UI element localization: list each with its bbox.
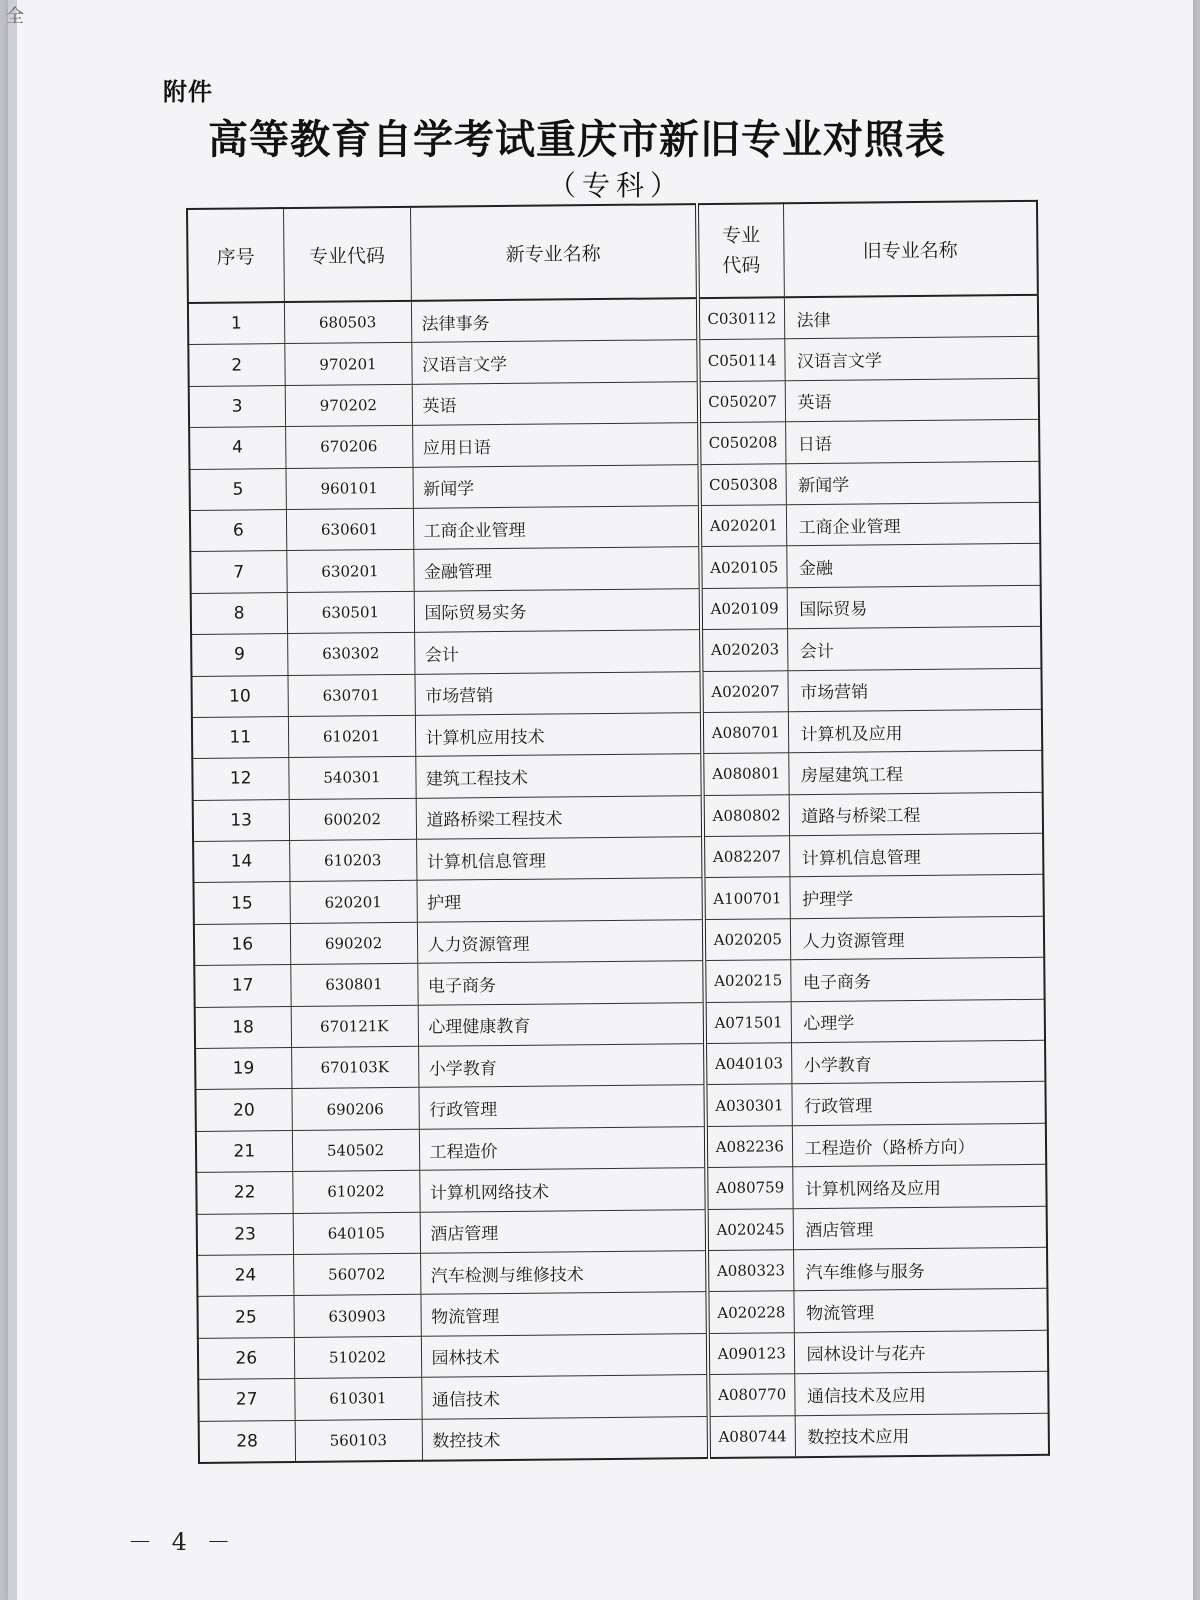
attachment-label: 附件 xyxy=(163,78,213,106)
old-major-code: C050208 xyxy=(699,422,785,464)
new-major-name: 新闻学 xyxy=(412,464,699,508)
new-major-name: 法律事务 xyxy=(411,298,698,343)
new-major-code: 610301 xyxy=(294,1377,421,1420)
old-major-code: A020207 xyxy=(701,670,787,712)
new-major-code: 620201 xyxy=(289,881,416,924)
old-major-code: A082207 xyxy=(703,836,789,878)
row-index: 27 xyxy=(198,1379,294,1421)
old-major-name: 汉语言文学 xyxy=(784,337,1038,381)
new-major-name: 市场营销 xyxy=(414,671,701,715)
table-body xyxy=(188,295,1049,1463)
row-index: 24 xyxy=(197,1255,293,1297)
new-major-code: 630201 xyxy=(286,550,413,593)
new-major-code: 630801 xyxy=(290,964,417,1007)
new-major-name: 小学教育 xyxy=(418,1044,705,1088)
new-major-name: 数控技术 xyxy=(422,1416,709,1461)
row-index: 2 xyxy=(188,344,284,386)
old-major-name: 通信技术及应用 xyxy=(794,1371,1048,1415)
row-index: 8 xyxy=(191,592,287,634)
old-major-code: C050114 xyxy=(698,339,784,381)
new-major-code: 600202 xyxy=(289,798,416,841)
table-row xyxy=(199,1413,1049,1463)
old-major-name: 数控技术应用 xyxy=(795,1413,1049,1457)
old-major-name: 会计 xyxy=(787,626,1041,670)
old-major-name: 英语 xyxy=(785,378,1039,422)
new-major-code: 640105 xyxy=(293,1212,420,1255)
major-comparison-table xyxy=(186,200,1050,1464)
new-major-code: 610202 xyxy=(292,1171,419,1214)
old-major-code: A020105 xyxy=(700,546,786,588)
old-major-code: A071501 xyxy=(705,1001,791,1043)
old-major-name: 工程造价（路桥方向） xyxy=(792,1123,1046,1167)
old-major-name: 行政管理 xyxy=(791,1082,1045,1126)
old-major-code: A020203 xyxy=(701,629,787,671)
old-major-name: 物流管理 xyxy=(793,1289,1047,1333)
row-index: 5 xyxy=(190,468,286,510)
row-index: 22 xyxy=(196,1172,292,1214)
adjacent-page-edge xyxy=(6,0,24,1600)
new-major-code: 630701 xyxy=(287,674,414,717)
new-major-name: 金融管理 xyxy=(413,547,700,591)
row-index: 28 xyxy=(199,1420,295,1463)
old-major-name: 酒店管理 xyxy=(793,1206,1047,1250)
old-major-code: A020201 xyxy=(700,505,786,547)
new-major-code: 540502 xyxy=(292,1129,419,1172)
new-major-name: 国际贸易实务 xyxy=(414,588,701,632)
old-major-name: 护理学 xyxy=(789,875,1043,919)
old-major-name: 工商企业管理 xyxy=(786,502,1040,546)
new-major-name: 工商企业管理 xyxy=(413,506,700,550)
new-major-name: 应用日语 xyxy=(412,423,699,467)
old-major-name: 计算机网络及应用 xyxy=(792,1164,1046,1208)
row-index: 11 xyxy=(192,716,288,758)
new-major-code: 560103 xyxy=(295,1419,422,1462)
row-index: 17 xyxy=(194,965,290,1007)
row-index: 9 xyxy=(191,634,287,676)
new-major-code: 560702 xyxy=(293,1253,420,1296)
new-major-code: 670121K xyxy=(291,1005,418,1048)
new-major-code: 630601 xyxy=(286,508,413,551)
new-major-code: 630903 xyxy=(293,1295,420,1338)
new-major-name: 建筑工程技术 xyxy=(415,754,702,798)
row-index: 16 xyxy=(194,923,290,965)
old-major-name: 人力资源管理 xyxy=(790,916,1044,960)
new-major-code: 610203 xyxy=(289,839,416,882)
new-major-code: 670206 xyxy=(285,426,412,469)
row-index: 15 xyxy=(193,882,289,924)
new-major-name: 工程造价 xyxy=(419,1126,706,1170)
old-major-name: 心理学 xyxy=(791,999,1045,1043)
old-major-name: 电子商务 xyxy=(790,958,1044,1002)
new-major-code: 630501 xyxy=(287,591,414,634)
new-major-name: 汽车检测与维修技术 xyxy=(420,1251,707,1295)
document-subtitle: （专科） xyxy=(548,169,685,202)
row-index: 21 xyxy=(196,1130,292,1172)
header-old-code: 专业 代码 xyxy=(697,203,784,298)
row-index: 7 xyxy=(190,551,286,593)
row-index: 18 xyxy=(195,1006,291,1048)
new-major-name: 物流管理 xyxy=(420,1292,707,1336)
old-major-code: A020215 xyxy=(704,960,790,1002)
old-major-name: 市场营销 xyxy=(787,668,1041,712)
old-major-name: 金融 xyxy=(786,544,1040,588)
old-major-code: A080802 xyxy=(703,794,789,836)
old-major-code: A040103 xyxy=(705,1043,791,1085)
old-major-code: A030301 xyxy=(705,1084,791,1126)
row-index: 4 xyxy=(189,427,285,469)
old-major-name: 新闻学 xyxy=(785,461,1039,505)
new-major-name: 酒店管理 xyxy=(420,1209,707,1253)
row-index: 23 xyxy=(197,1213,293,1255)
new-major-name: 通信技术 xyxy=(421,1375,708,1419)
old-major-code: A080701 xyxy=(702,712,788,754)
old-major-code: A020205 xyxy=(704,919,790,961)
header-old-name: 旧专业名称 xyxy=(783,201,1038,297)
row-index: 26 xyxy=(198,1337,294,1379)
old-major-code: C030112 xyxy=(698,297,784,340)
row-index: 20 xyxy=(195,1089,291,1131)
old-major-code: A080744 xyxy=(709,1415,795,1458)
new-major-code: 690206 xyxy=(291,1088,418,1131)
old-major-code: C050308 xyxy=(699,463,785,505)
new-major-code: 970202 xyxy=(285,384,412,427)
new-major-code: 970201 xyxy=(284,343,411,386)
new-major-name: 道路桥梁工程技术 xyxy=(416,795,703,839)
old-major-code: A082236 xyxy=(706,1126,792,1168)
new-major-name: 心理健康教育 xyxy=(418,1002,705,1046)
row-index: 25 xyxy=(197,1296,293,1338)
table-header-row xyxy=(187,201,1038,303)
header-index: 序号 xyxy=(187,208,284,303)
row-index: 10 xyxy=(191,675,287,717)
new-major-code: 540301 xyxy=(288,757,415,800)
row-index: 1 xyxy=(188,302,284,345)
old-major-name: 计算机信息管理 xyxy=(789,833,1043,877)
old-major-code: A020228 xyxy=(707,1291,793,1333)
row-index: 14 xyxy=(193,841,289,883)
old-major-code: C050207 xyxy=(699,381,785,423)
old-major-name: 小学教育 xyxy=(791,1040,1045,1084)
old-major-code: A020245 xyxy=(707,1208,793,1250)
new-major-code: 630302 xyxy=(287,632,414,675)
new-major-name: 计算机信息管理 xyxy=(416,837,703,881)
old-major-name: 房屋建筑工程 xyxy=(788,751,1042,795)
new-major-code: 960101 xyxy=(286,467,413,510)
header-new-code: 专业代码 xyxy=(283,207,411,302)
new-major-name: 计算机网络技术 xyxy=(419,1168,706,1212)
new-major-code: 670103K xyxy=(291,1046,418,1089)
new-major-name: 行政管理 xyxy=(418,1085,705,1129)
old-major-code: A080770 xyxy=(708,1374,794,1416)
old-major-name: 道路与桥梁工程 xyxy=(789,792,1043,836)
document-title: 高等教育自学考试重庆市新旧专业对照表 xyxy=(208,116,946,163)
new-major-code: 610201 xyxy=(288,715,415,758)
row-index: 3 xyxy=(189,385,285,427)
old-major-name: 法律 xyxy=(784,295,1038,339)
new-major-name: 人力资源管理 xyxy=(417,919,704,963)
old-major-code: A090123 xyxy=(708,1332,794,1374)
header-new-name: 新专业名称 xyxy=(410,204,698,301)
new-major-code: 680503 xyxy=(284,301,411,344)
old-major-code: A020109 xyxy=(701,587,787,629)
new-major-name: 计算机应用技术 xyxy=(415,712,702,756)
old-major-name: 日语 xyxy=(785,419,1039,463)
page-number: － 4 － xyxy=(128,1528,237,1556)
old-major-code: A080801 xyxy=(702,753,788,795)
new-major-name: 电子商务 xyxy=(417,961,704,1005)
new-major-name: 汉语言文学 xyxy=(411,340,698,384)
document-page xyxy=(8,0,1193,1600)
row-index: 19 xyxy=(195,1048,291,1090)
old-major-name: 国际贸易 xyxy=(787,585,1041,629)
new-major-name: 园林技术 xyxy=(421,1333,708,1377)
new-major-name: 英语 xyxy=(412,381,699,425)
old-major-name: 园林设计与花卉 xyxy=(794,1330,1048,1374)
new-major-code: 510202 xyxy=(294,1336,421,1379)
new-major-name: 护理 xyxy=(416,878,703,922)
old-major-name: 汽车维修与服务 xyxy=(793,1247,1047,1291)
row-index: 13 xyxy=(193,799,289,841)
old-major-code: A080759 xyxy=(706,1167,792,1209)
comparison-table-wrapper xyxy=(186,200,1048,1464)
old-major-name: 计算机及应用 xyxy=(788,709,1042,753)
row-index: 6 xyxy=(190,510,286,552)
new-major-name: 会计 xyxy=(414,630,701,674)
new-major-code: 690202 xyxy=(290,922,417,965)
edge-mark: 全 xyxy=(6,6,24,27)
old-major-code: A100701 xyxy=(703,877,789,919)
old-major-code: A080323 xyxy=(707,1250,793,1292)
row-index: 12 xyxy=(192,758,288,800)
